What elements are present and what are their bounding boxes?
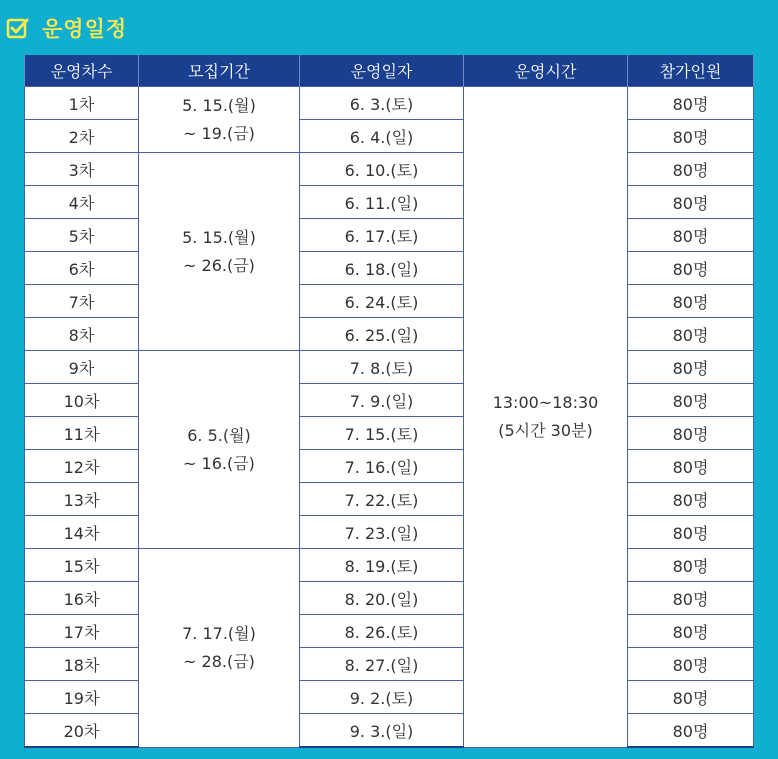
date-cell: 7. 8.(토) <box>300 351 464 384</box>
date-cell: 8. 19.(토) <box>300 549 464 582</box>
page-title: 운영일정 <box>42 17 128 41</box>
round-cell: 4차 <box>25 186 139 219</box>
table-row <box>25 318 754 351</box>
period-cell <box>139 549 300 748</box>
table-row <box>25 219 754 252</box>
date-cell: 8. 20.(일) <box>300 582 464 615</box>
header-date: 운영일자 <box>300 55 464 87</box>
time-duration: (5시간 30분) <box>498 420 593 440</box>
period-start: 5. 15.(월) <box>182 95 256 115</box>
table-row <box>25 351 754 384</box>
participants-cell: 80명 <box>628 516 754 549</box>
participants-cell: 80명 <box>628 714 754 748</box>
period-end: ~ 19.(금) <box>183 123 255 143</box>
period-start: 5. 15.(월) <box>182 227 256 247</box>
date-cell: 7. 9.(일) <box>300 384 464 417</box>
date-cell: 9. 2.(토) <box>300 681 464 714</box>
round-cell: 17차 <box>25 615 139 648</box>
table-row <box>25 87 754 120</box>
date-cell: 6. 10.(토) <box>300 153 464 186</box>
round-cell: 2차 <box>25 120 139 153</box>
round-cell: 15차 <box>25 549 139 582</box>
participants-cell: 80명 <box>628 582 754 615</box>
time-cell <box>464 87 628 748</box>
round-cell: 10차 <box>25 384 139 417</box>
period-cell <box>139 87 300 153</box>
period-end: ~ 16.(금) <box>183 453 255 473</box>
participants-cell: 80명 <box>628 318 754 351</box>
round-cell: 8차 <box>25 318 139 351</box>
participants-cell: 80명 <box>628 450 754 483</box>
period-start: 7. 17.(월) <box>182 623 256 643</box>
date-cell: 8. 26.(토) <box>300 615 464 648</box>
table-row <box>25 714 754 748</box>
period-end: ~ 26.(금) <box>183 255 255 275</box>
table-row <box>25 681 754 714</box>
table-header-row <box>25 55 754 87</box>
date-cell: 8. 27.(일) <box>300 648 464 681</box>
header-participants: 참가인원 <box>628 55 754 87</box>
table-row <box>25 516 754 549</box>
round-cell: 11차 <box>25 417 139 450</box>
date-cell: 7. 16.(일) <box>300 450 464 483</box>
table-row <box>25 648 754 681</box>
table-row <box>25 615 754 648</box>
period-end: ~ 28.(금) <box>183 651 255 671</box>
table-row <box>25 450 754 483</box>
round-cell: 1차 <box>25 87 139 120</box>
table-row <box>25 582 754 615</box>
table-row <box>25 549 754 582</box>
checkbox-check-icon <box>6 16 30 40</box>
date-cell: 6. 11.(일) <box>300 186 464 219</box>
period-cell <box>139 351 300 549</box>
table-row <box>25 153 754 186</box>
round-cell: 6차 <box>25 252 139 285</box>
date-cell: 6. 3.(토) <box>300 87 464 120</box>
table-row <box>25 483 754 516</box>
date-cell: 6. 18.(일) <box>300 252 464 285</box>
table-row <box>25 252 754 285</box>
date-cell: 9. 3.(일) <box>300 714 464 748</box>
participants-cell: 80명 <box>628 615 754 648</box>
table-row <box>25 120 754 153</box>
participants-cell: 80명 <box>628 252 754 285</box>
participants-cell: 80명 <box>628 120 754 153</box>
participants-cell: 80명 <box>628 153 754 186</box>
round-cell: 14차 <box>25 516 139 549</box>
round-cell: 12차 <box>25 450 139 483</box>
header-time: 운영시간 <box>464 55 628 87</box>
participants-cell: 80명 <box>628 483 754 516</box>
table-row <box>25 285 754 318</box>
round-cell: 9차 <box>25 351 139 384</box>
header-round: 운영차수 <box>25 55 139 87</box>
participants-cell: 80명 <box>628 384 754 417</box>
participants-cell: 80명 <box>628 648 754 681</box>
date-cell: 6. 4.(일) <box>300 120 464 153</box>
participants-cell: 80명 <box>628 549 754 582</box>
schedule-table <box>24 55 754 748</box>
round-cell: 7차 <box>25 285 139 318</box>
header-period: 모집기간 <box>139 55 300 87</box>
table-row <box>25 384 754 417</box>
section-title <box>6 12 127 44</box>
participants-cell: 80명 <box>628 681 754 714</box>
round-cell: 18차 <box>25 648 139 681</box>
round-cell: 5차 <box>25 219 139 252</box>
date-cell: 7. 22.(토) <box>300 483 464 516</box>
date-cell: 7. 23.(일) <box>300 516 464 549</box>
participants-cell: 80명 <box>628 285 754 318</box>
participants-cell: 80명 <box>628 351 754 384</box>
period-start: 6. 5.(월) <box>187 425 251 445</box>
participants-cell: 80명 <box>628 417 754 450</box>
round-cell: 3차 <box>25 153 139 186</box>
round-cell: 20차 <box>25 714 139 748</box>
participants-cell: 80명 <box>628 87 754 120</box>
table-row <box>25 417 754 450</box>
date-cell: 7. 15.(토) <box>300 417 464 450</box>
round-cell: 19차 <box>25 681 139 714</box>
date-cell: 6. 24.(토) <box>300 285 464 318</box>
round-cell: 16차 <box>25 582 139 615</box>
participants-cell: 80명 <box>628 186 754 219</box>
date-cell: 6. 17.(토) <box>300 219 464 252</box>
date-cell: 6. 25.(일) <box>300 318 464 351</box>
participants-cell: 80명 <box>628 219 754 252</box>
period-cell <box>139 153 300 351</box>
table-row <box>25 186 754 219</box>
round-cell: 13차 <box>25 483 139 516</box>
time-range: 13:00~18:30 <box>492 392 599 412</box>
